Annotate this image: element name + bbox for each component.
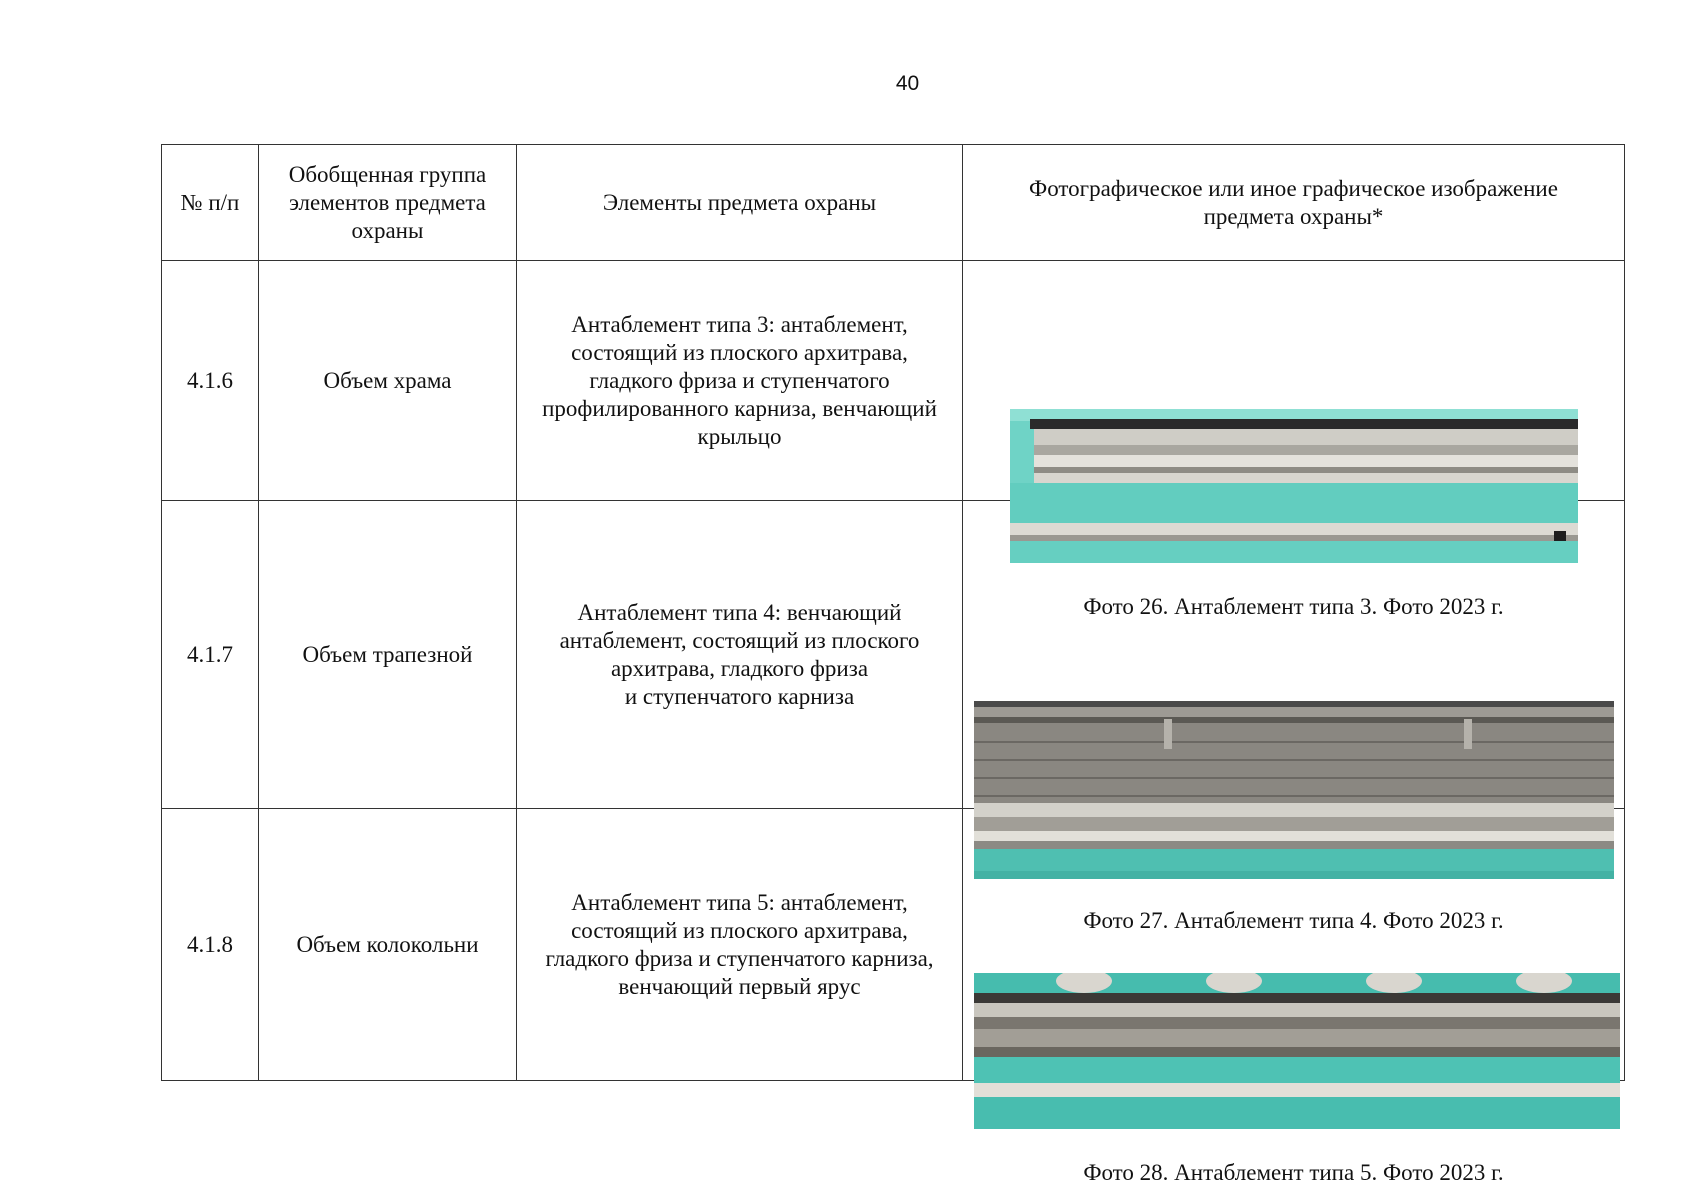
- header-elements: Элементы предмета охраны: [517, 145, 963, 261]
- photo-entablature-type-5: [974, 973, 1620, 1129]
- page-number: 40: [895, 72, 920, 95]
- row-num: 4.1.7: [162, 501, 259, 809]
- row-description-line: Антаблемент типа 4: венчающий антаблемент, состоящий из плоского архитрава, гладкого фриза: [559, 599, 920, 681]
- row-photo-cell: [963, 809, 1625, 1185]
- table-row: [162, 809, 1625, 1081]
- photo-caption: Фото 28. Антаблемент типа 5. Фото 2023 г.: [1083, 1159, 1504, 1185]
- header-group: Обобщенная группа элементов предмета охраны: [259, 145, 517, 261]
- row-group: Объем колокольни: [259, 809, 517, 1081]
- row-group: Объем трапезной: [259, 501, 517, 809]
- row-photo-cell: [963, 261, 1625, 619]
- photo-caption: Фото 26. Антаблемент типа 3. Фото 2023 г.: [1083, 593, 1504, 619]
- photo-caption: Фото 27. Антаблемент типа 4. Фото 2023 г.: [1083, 907, 1504, 933]
- row-num: 4.1.8: [162, 809, 259, 1081]
- header-num: № п/п: [162, 145, 259, 261]
- header-image: Фотографическое или иное графическое изображение предмета охраны*: [963, 145, 1625, 261]
- row-num: 4.1.6: [162, 261, 259, 501]
- row-description-line: и ступенчатого карниза: [624, 683, 855, 709]
- row-description: Антаблемент типа 3: антаблемент, состоящий из плоского архитрава, гладкого фриза и ступенчатого профилированного карниза, венчающий крыльцо: [517, 261, 963, 501]
- table-row: [162, 261, 1625, 501]
- row-description: Антаблемент типа 5: антаблемент, состоящий из плоского архитрава, гладкого фриза и ступенчатого карниза, венчающий первый ярус: [517, 809, 963, 1081]
- table-row: [162, 501, 1625, 809]
- row-description: [517, 501, 963, 809]
- row-photo-cell: [963, 501, 1625, 933]
- table-header-row: [162, 145, 1625, 261]
- row-group: Объем храма: [259, 261, 517, 501]
- protection-table: [161, 144, 1625, 1185]
